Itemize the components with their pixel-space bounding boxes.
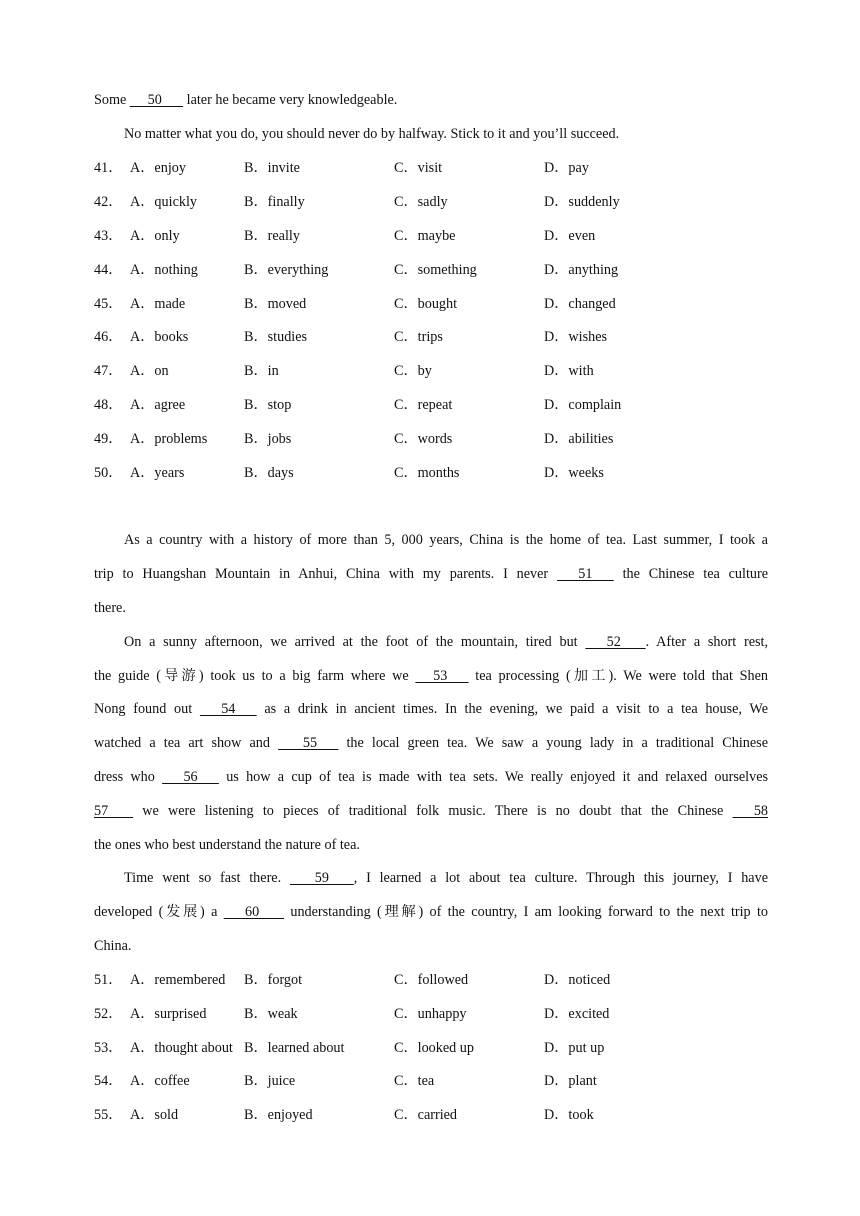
option-b: B．juice (244, 1073, 296, 1089)
option-c: C．by (394, 363, 432, 379)
option-b: B．studies (244, 329, 308, 345)
option-d: D．put up (544, 1040, 605, 1056)
option-c: C．looked up (394, 1040, 474, 1056)
blank-55: 55 (278, 735, 339, 751)
passage-line: China. (94, 938, 132, 954)
option-a: A．problems (130, 431, 208, 447)
option-d: D．with (544, 363, 594, 379)
blank-52: 52 (585, 634, 646, 650)
option-a: A．sold (130, 1107, 179, 1123)
passage-line: the ones who best understand the nature of tea. (94, 837, 360, 853)
option-b: B．in (244, 363, 279, 379)
question-number: 54． (94, 1073, 123, 1089)
passage-line (94, 565, 768, 583)
question-number: 53． (94, 1040, 123, 1056)
text: understanding (理解) of the country, I am looking forward to the next trip to (290, 904, 768, 920)
option-c: C．trips (394, 329, 443, 345)
option-c: C．unhappy (394, 1006, 467, 1022)
option-b: B．moved (244, 296, 307, 312)
blank-56: 56 (162, 769, 219, 785)
text: us how a cup of tea is made with tea sets. We really enjoyed it and relaxed ourselves (226, 769, 768, 785)
text: On a sunny afternoon, we arrived at the foot of the mountain, tired but (124, 634, 586, 650)
option-a: A．surprised (130, 1006, 207, 1022)
option-c: C．tea (394, 1073, 435, 1089)
passage-line (94, 700, 768, 718)
blank-58: 58 (732, 803, 768, 819)
text: trip to Huangshan Mountain in Anhui, China with my parents. I never (94, 566, 557, 582)
option-d: D．pay (544, 160, 589, 176)
option-d: D．wishes (544, 329, 608, 345)
option-c: C．bought (394, 296, 458, 312)
option-a: A．only (130, 228, 180, 244)
option-b: B．finally (244, 194, 305, 210)
blank-60: 60 (223, 904, 285, 920)
option-c: C．sadly (394, 194, 448, 210)
option-b: B．jobs (244, 431, 292, 447)
option-d: D．abilities (544, 431, 614, 447)
question-number: 42． (94, 194, 123, 210)
option-b: B．weak (244, 1006, 298, 1022)
question-number: 49． (94, 431, 123, 447)
option-b: B．everything (244, 262, 329, 278)
option-a: A．agree (130, 397, 186, 413)
question-number: 50． (94, 465, 123, 481)
text: , I learned a lot about tea culture. Through this journey, I have (353, 870, 768, 886)
option-b: B．invite (244, 160, 300, 176)
option-a: A．enjoy (130, 160, 186, 176)
option-c: C．maybe (394, 228, 456, 244)
passage-line: As a country with a history of more than 5, 000 years, China is the home of tea. Last summer, I took a (124, 532, 768, 548)
option-a: A．coffee (130, 1073, 190, 1089)
question-number: 43． (94, 228, 123, 244)
blank-51: 51 (556, 566, 614, 582)
passage-line (94, 903, 768, 921)
text: watched a tea art show and (94, 735, 279, 751)
option-d: D．suddenly (544, 194, 620, 210)
option-a: A．books (130, 329, 189, 345)
question-number: 47． (94, 363, 123, 379)
text: later he became very knowledgeable. (183, 92, 398, 108)
question-number: 46． (94, 329, 123, 345)
text: . After a short rest, (645, 634, 768, 650)
option-d: D．complain (544, 397, 622, 413)
passage-line (94, 91, 768, 109)
option-a: A．years (130, 465, 185, 481)
option-d: D．noticed (544, 972, 611, 988)
passage-line (94, 768, 768, 786)
passage-line: there. (94, 600, 126, 616)
option-d: D．took (544, 1107, 594, 1123)
option-d: D．plant (544, 1073, 597, 1089)
option-d: D．even (544, 228, 596, 244)
option-c: C．months (394, 465, 460, 481)
question-number: 44． (94, 262, 123, 278)
text: the guide (导游) took us to a big farm where we (94, 668, 416, 684)
option-a: A．quickly (130, 194, 197, 210)
text: as a drink in ancient times. In the evening, we paid a visit to a tea house, We (264, 701, 768, 717)
passage-line (94, 734, 768, 752)
option-b: B．days (244, 465, 294, 481)
option-a: A．nothing (130, 262, 198, 278)
question-number: 41． (94, 160, 123, 176)
option-d: D．weeks (544, 465, 604, 481)
passage-line (94, 667, 768, 685)
passage-line (124, 633, 768, 651)
question-number: 55． (94, 1107, 123, 1123)
text: dress who (94, 769, 163, 785)
option-c: C．words (394, 431, 453, 447)
question-number: 48． (94, 397, 123, 413)
option-b: B．really (244, 228, 300, 244)
option-d: D．changed (544, 296, 616, 312)
option-c: C．visit (394, 160, 443, 176)
blank-57: 57 (94, 803, 134, 819)
option-b: B．stop (244, 397, 292, 413)
option-a: A．remembered (130, 972, 226, 988)
option-d: D．excited (544, 1006, 610, 1022)
text: the local green tea. We saw a young lady in a traditional Chinese (346, 735, 768, 751)
passage-line (124, 869, 768, 887)
option-b: B．enjoyed (244, 1107, 313, 1123)
question-number: 45． (94, 296, 123, 312)
option-c: C．repeat (394, 397, 453, 413)
text: Some (94, 92, 130, 108)
option-a: A．made (130, 296, 186, 312)
option-b: B．learned about (244, 1040, 345, 1056)
passage-line (94, 802, 768, 820)
text: we were listening to pieces of traditional folk music. There is no doubt that the Chinese (142, 803, 733, 819)
option-c: C．followed (394, 972, 469, 988)
text: the Chinese tea culture (622, 566, 768, 582)
text: Time went so fast there. (124, 870, 290, 886)
blank-59: 59 (289, 870, 354, 886)
blank-54: 54 (199, 701, 257, 717)
option-a: A．on (130, 363, 169, 379)
text: tea processing (加工). We were told that Shen (475, 668, 768, 684)
option-c: C．carried (394, 1107, 458, 1123)
option-a: A．thought about (130, 1040, 233, 1056)
question-number: 52． (94, 1006, 123, 1022)
question-number: 51． (94, 972, 123, 988)
passage-line: No matter what you do, you should never do by halfway. Stick to it and you’ll succeed. (124, 126, 620, 142)
blank-50: 50 (129, 92, 184, 108)
text: developed (发展) a (94, 904, 224, 920)
text: Nong found out (94, 701, 200, 717)
blank-53: 53 (415, 668, 469, 684)
option-d: D．anything (544, 262, 619, 278)
option-b: B．forgot (244, 972, 303, 988)
option-c: C．something (394, 262, 477, 278)
